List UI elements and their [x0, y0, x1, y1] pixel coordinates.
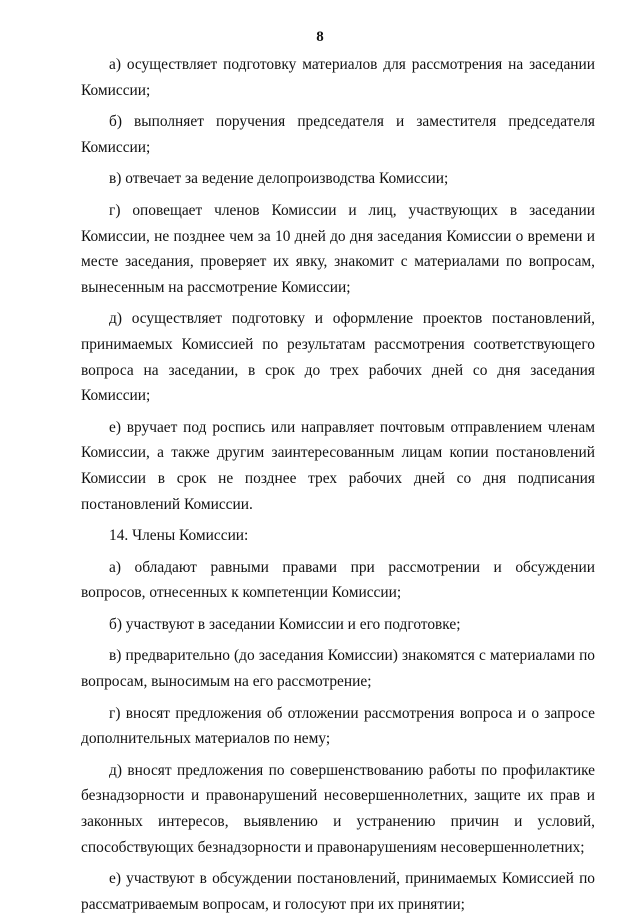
paragraph-14c: в) предварительно (до заседания Комиссии) знакомятся с материалами по вопросам, выносимым на его рассмотрение; [81, 647, 595, 691]
paragraph-13e: д) осуществляет подготовку и оформление проектов постановлений, принимаемых Комиссией по результатам рассмотрения соответствующего вопроса на заседании, в срок до трех рабочих дней со дня заседания Комиссии; [81, 310, 595, 405]
document-body [81, 52, 595, 923]
paragraph-14d: г) вносят предложения об отложении рассмотрения вопроса и о запросе дополнительных материалов по нему; [81, 704, 595, 748]
paragraph-13a: а) осуществляет подготовку материалов для рассмотрения на заседании Комиссии; [81, 56, 595, 99]
paragraph-13f: е) вручает под роспись или направляет почтовым отправлением членам Комиссии, а также другим заинтересованным лицам копии постановлений Комиссии в срок не позднее трех рабочих дней со дня подписания постановлений Комиссии. [81, 418, 595, 513]
paragraph-14b: б) участвуют в заседании Комиссии и его подготовке; [109, 615, 461, 633]
section-heading-14: 14. Члены Комиссии: [109, 527, 249, 545]
paragraph-13d: г) оповещает членов Комиссии и лиц, участвующих в заседании Комиссии, не позднее чем за 10 дней до дня заседания Комиссии о времени и месте заседания, проверяет их явку, знакомит с материалами по вопросам, вынесенным на рассмотрение Комиссии; [81, 201, 595, 296]
paragraph-13c: в) отвечает за ведение делопроизводства Комиссии; [109, 170, 449, 188]
paragraph-13b: б) выполняет поручения председателя и заместителя председателя Комиссии; [81, 113, 595, 156]
paragraph-14a: а) обладают равными правами при рассмотрении и обсуждении вопросов, отнесенных к компетенции Комиссии; [81, 558, 595, 602]
paragraph-14f: е) участвуют в обсуждении постановлений, принимаемых Комиссией по рассматриваемым вопросам, и голосуют при их принятии; [81, 870, 595, 913]
paragraph-14e: д) вносят предложения по совершенствованию работы по профилактике безнадзорности и правонарушений несовершеннолетних, защите их прав и законных интересов, выявлению и устранению причин и условий, способствующих безнадзорности и правонарушениям несовершеннолетних; [81, 761, 595, 856]
page-number: 8 [316, 29, 324, 45]
